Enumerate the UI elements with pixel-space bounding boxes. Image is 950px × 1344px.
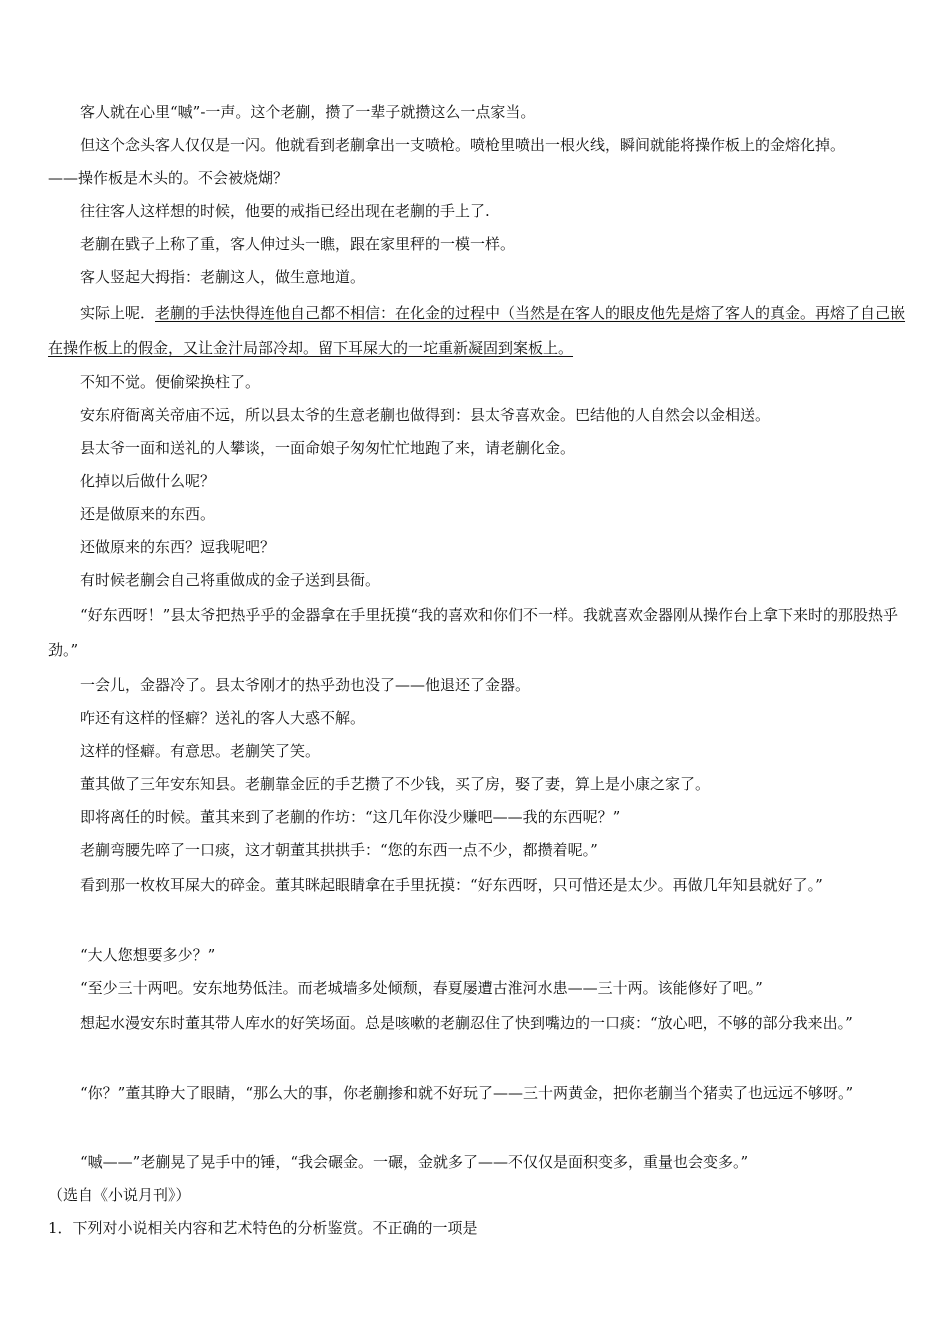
source-note: （选自《小说月刊》） — [48, 1186, 191, 1204]
paragraph: 看到那一枚枚耳屎大的碎金。董其眯起眼睛拿在手里抚摸：“好东西呀，只可惜还是太少。再做几年知县就好了。” — [80, 876, 823, 894]
underlined-paragraph-prefix: 实际上呢． — [80, 304, 156, 322]
paragraph: “嘁——”老蒯晃了晃手中的锤，“我会碾金。一碾，金就多了——不仅仅是面积变多，重量也会变多。” — [80, 1153, 749, 1171]
paragraph: 化掉以后做什么呢？ — [80, 472, 216, 490]
paragraph: 安东府衙离关帝庙不远，所以县太爷的生意老蒯也做得到：县太爷喜欢金。巴结他的人自然会以金相送。 — [80, 406, 771, 424]
paragraph: “你？”董其睁大了眼睛，“那么大的事，你老蒯掺和就不好玩了——三十两黄金，把你老蒯当个猪卖了也远远不够呀。” — [80, 1084, 854, 1102]
paragraph: 老蒯弯腰先啐了一口痰，这才朝董其拱拱手：“您的东西一点不少，都攒着呢。” — [80, 841, 598, 859]
paragraph: “大人您想要多少？” — [80, 946, 216, 964]
paragraph: 有时候老蒯会自己将重做成的金子送到县衙。 — [80, 571, 381, 589]
paragraph: 往往客人这样想的时候，他要的戒指已经出现在老蒯的手上了. — [80, 202, 490, 220]
question-1: 1．下列对小说相关内容和艺术特色的分析鉴赏。不正确的一项是 — [48, 1219, 478, 1237]
paragraph: “至少三十两吧。安东地势低洼。而老城墙多处倾颓，春夏屡遭古淮河水患——三十两。该能修好了吧。” — [80, 979, 763, 997]
paragraph: ——操作板是木头的。不会被烧煳？ — [48, 169, 289, 187]
paragraph: 一会儿，金器冷了。县太爷刚才的热乎劲也没了——他退还了金器。 — [80, 676, 531, 694]
paragraph: 这样的怪癖。有意思。老蒯笑了笑。 — [80, 742, 321, 760]
paragraph: 客人就在心里“嘁”-一声。这个老蒯，攒了一辈子就攒这么一点家当。 — [80, 103, 536, 121]
paragraph: 县太爷一面和送礼的人攀谈，一面命娘子匆匆忙忙地跑了来，请老蒯化金。 — [80, 439, 576, 457]
paragraph: 董其做了三年安东知县。老蒯靠金匠的手艺攒了不少钱，买了房，娶了妻，算上是小康之家了。 — [80, 775, 711, 793]
paragraph: 还是做原来的东西。 — [80, 505, 216, 523]
paragraph: 即将离任的时候。董其来到了老蒯的作坊：“这几年你没少赚吧——我的东西呢？” — [80, 808, 621, 826]
paragraph: “好东西呀！”县太爷把热乎乎的金器拿在手里抚摸“我的喜欢和你们不一样。我就喜欢金器刚从操作台上拿下来时的那股热乎劲。” — [48, 606, 899, 659]
paragraph: 想起水漫安东时董其带人库水的好笑场面。总是咳嗽的老蒯忍住了快到嘴边的一口痰：“放心吧，不够的部分我来出。” — [80, 1014, 853, 1032]
paragraph: 不知不觉。便偷梁换柱了。 — [80, 373, 261, 391]
underlined-passage: 老蒯的手法快得连他自己都不相信：在化金的过程中（当然是在客人的眼皮他先是熔了客人的真金。再熔了自己嵌在操作板上的假金，又让金汁局部冷却。留下耳屎大的一坨重新凝固到案板上。 — [48, 304, 906, 357]
paragraph: 还做原来的东西？逗我呢吧？ — [80, 538, 276, 556]
paragraph: 咋还有这样的怪癖？送礼的客人大惑不解。 — [80, 709, 366, 727]
paragraph: 客人竖起大拇指：老蒯这人，做生意地道。 — [80, 268, 366, 286]
underlined-paragraph — [48, 296, 908, 366]
paragraph: 但这个念头客人仅仅是一闪。他就看到老蒯拿出一支喷枪。喷枪里喷出一根火线，瞬间就能将操作板上的金熔化掉。 — [80, 136, 846, 154]
paragraph: 老蒯在戥子上称了重，客人伸过头一瞧，跟在家里秤的一模一样。 — [80, 235, 516, 253]
